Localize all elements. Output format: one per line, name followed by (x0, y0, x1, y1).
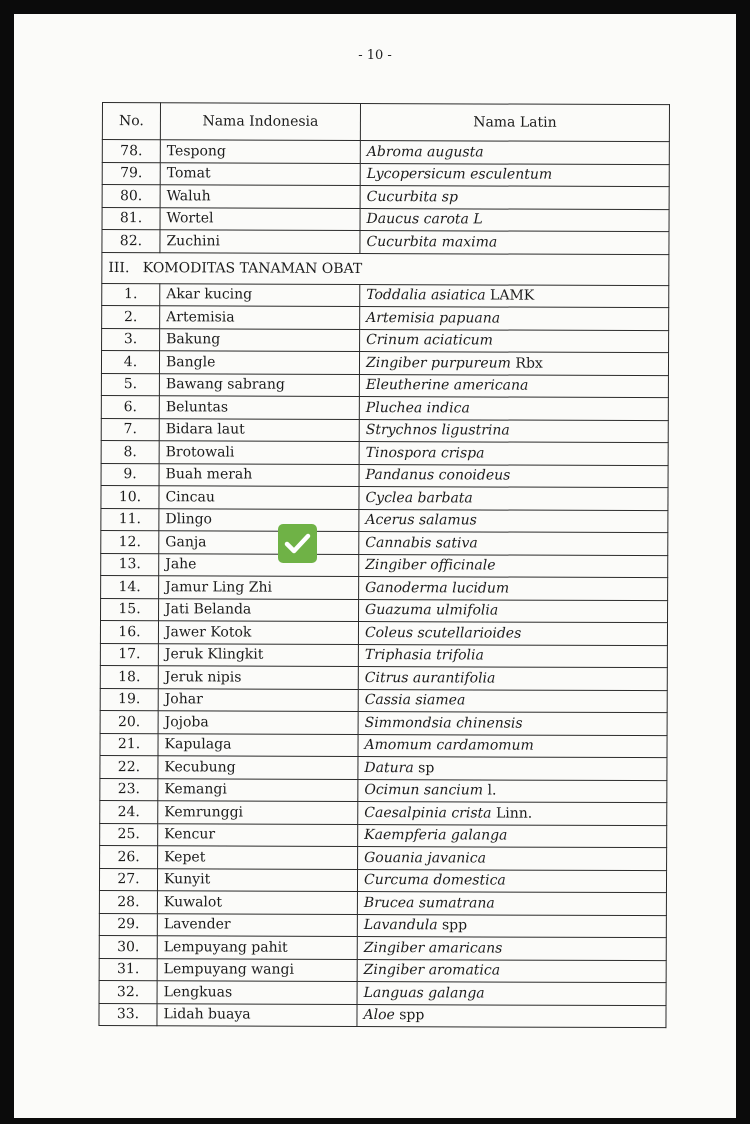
section-title: III. KOMODITAS TANAMAN OBAT (102, 252, 669, 285)
latin-name: Zingiber officinale (365, 557, 496, 574)
nama-indonesia-cell: Kecubung (158, 756, 358, 779)
row-number: 24. (100, 800, 158, 823)
latin-name: Eleutherine americana (365, 377, 529, 394)
row-number: 31. (99, 958, 157, 981)
nama-latin-cell (357, 869, 666, 893)
row-number: 19. (100, 688, 158, 711)
nama-indonesia-cell: Jahe (159, 553, 359, 576)
table-row (100, 665, 667, 690)
nama-latin-cell (359, 419, 668, 443)
row-number: 11. (101, 508, 159, 531)
header-nama-latin: Nama Latin (360, 103, 669, 141)
nama-latin-cell (359, 486, 668, 510)
latin-name: Ganoderma lucidum (365, 579, 510, 597)
row-number: 29. (99, 913, 157, 936)
table-row (102, 230, 669, 255)
table-row (101, 530, 668, 555)
nama-latin-cell (359, 509, 668, 533)
table-row (99, 1003, 666, 1028)
row-number: 82. (102, 230, 160, 253)
row-number: 30. (99, 935, 157, 958)
nama-indonesia-cell: Jojoba (158, 711, 358, 734)
table-row (101, 598, 668, 623)
table-row (100, 800, 667, 825)
table-row (100, 643, 667, 668)
latin-name: Languas galanga (363, 984, 485, 1002)
table-row (101, 485, 668, 510)
nama-latin-cell (358, 734, 667, 758)
nama-indonesia-cell: Buah merah (159, 463, 359, 486)
nama-latin-cell (360, 306, 669, 330)
nama-latin-cell (358, 801, 667, 825)
nama-indonesia-cell: Kepet (158, 846, 358, 869)
table-row (100, 688, 667, 713)
nama-latin-cell (360, 284, 669, 308)
nama-latin-cell (359, 396, 668, 420)
nama-latin-cell (359, 351, 668, 375)
latin-name: Amomum cardamomum (364, 737, 534, 754)
latin-name: Kaempferia galanga (364, 827, 508, 844)
table-row (101, 463, 668, 488)
row-number: 2. (102, 306, 160, 329)
row-number: 21. (100, 733, 158, 756)
latin-name: Cannabis sativa (365, 534, 478, 552)
nama-latin-cell (359, 531, 668, 555)
row-number: 8. (101, 440, 159, 463)
table-row (101, 373, 668, 398)
latin-name: Strychnos ligustrina (365, 422, 510, 439)
table-row (99, 868, 666, 893)
nama-latin-cell (358, 689, 667, 713)
nama-indonesia-cell: Kunyit (157, 868, 357, 891)
nama-indonesia-cell: Lengkuas (157, 981, 357, 1004)
latin-name: Ocimun sancium (364, 782, 484, 799)
row-number: 33. (99, 1003, 157, 1026)
latin-author: Linn. (491, 805, 533, 822)
nama-latin-cell (357, 891, 666, 915)
row-number: 26. (100, 845, 158, 868)
nama-indonesia-cell: Kencur (158, 823, 358, 846)
row-number: 16. (100, 620, 158, 643)
table-row (101, 508, 668, 533)
latin-name: Simmondsia chinensis (364, 714, 523, 732)
row-number: 7. (101, 418, 159, 441)
latin-author: sp (413, 759, 435, 777)
nama-indonesia-cell: Akar kucing (160, 283, 360, 306)
nama-indonesia-cell: Kemrunggi (158, 801, 358, 824)
latin-author: Rbx (510, 355, 543, 372)
nama-indonesia-cell: Artemisia (160, 306, 360, 329)
latin-name: Tinospora crispa (365, 444, 485, 462)
nama-indonesia-cell: Lempuyang wangi (157, 958, 357, 981)
latin-name: Gouania javanica (364, 849, 487, 867)
nama-latin-cell (358, 644, 667, 668)
commodity-table (98, 102, 669, 1028)
nama-latin-cell (358, 779, 667, 803)
latin-name: Lavandula (363, 917, 438, 934)
table-row (99, 935, 666, 960)
row-number: 23. (100, 778, 158, 801)
row-number: 9. (101, 463, 159, 486)
nama-indonesia-cell: Ganja (159, 531, 359, 554)
row-number: 17. (100, 643, 158, 666)
latin-author: LAMK (485, 287, 535, 304)
row-number: 5. (101, 373, 159, 396)
nama-indonesia-cell: Jawer Kotok (158, 621, 358, 644)
row-number: 32. (99, 980, 157, 1003)
row-number: 4. (101, 351, 159, 374)
nama-latin-cell (359, 441, 668, 465)
row-number: 78. (102, 140, 160, 163)
table-row (102, 185, 669, 210)
document-page (14, 14, 736, 1118)
nama-indonesia-cell: Dlingo (159, 508, 359, 531)
nama-latin-cell (360, 163, 669, 187)
nama-latin-cell (359, 554, 668, 578)
latin-name: Triphasia trifolia (364, 647, 484, 664)
table-row (102, 162, 669, 187)
nama-indonesia-cell: Lempuyang pahit (157, 936, 357, 959)
table-header-row (102, 103, 669, 142)
nama-indonesia-cell: Wortel (160, 207, 360, 230)
table-row (99, 980, 666, 1005)
nama-latin-cell (357, 1004, 666, 1028)
nama-indonesia-cell: Bakung (160, 328, 360, 351)
nama-latin-cell (358, 666, 667, 690)
latin-name: Pluchea indica (365, 399, 470, 417)
latin-name: Acerus salamus (365, 512, 477, 529)
table-row (102, 306, 669, 331)
nama-latin-cell (358, 711, 667, 735)
latin-name: Cyclea barbata (365, 489, 473, 507)
latin-author: l. (483, 782, 497, 799)
table-row (99, 913, 666, 938)
latin-name: Cassia siamea (364, 692, 466, 709)
table-row (101, 395, 668, 420)
row-number: 28. (99, 890, 157, 913)
nama-latin-cell (359, 576, 668, 600)
row-number: 79. (102, 162, 160, 185)
latin-name: Guazuma ulmifolia (365, 602, 499, 619)
row-number: 6. (101, 395, 159, 418)
nama-indonesia-cell: Jeruk Klingkit (158, 643, 358, 666)
latin-name: Cucurbita sp (366, 188, 458, 206)
nama-latin-cell (358, 846, 667, 870)
table-row (102, 207, 669, 232)
table-row (102, 283, 669, 308)
table-row (100, 755, 667, 780)
table-row (100, 620, 667, 645)
row-number: 13. (101, 553, 159, 576)
section-row (102, 252, 669, 285)
table-row (101, 553, 668, 578)
nama-indonesia-cell: Kuwalot (157, 891, 357, 914)
table-row (101, 418, 668, 443)
row-number: 18. (100, 665, 158, 688)
table-row (101, 351, 668, 376)
nama-latin-cell (358, 621, 667, 645)
checkmark-icon (278, 524, 317, 563)
latin-author: spp (437, 917, 468, 934)
nama-latin-cell (357, 959, 666, 983)
latin-name: Coleus scutellarioides (364, 624, 522, 642)
nama-latin-cell (357, 914, 666, 938)
nama-latin-cell (359, 374, 668, 398)
latin-name: Citrus aurantifolia (364, 669, 496, 687)
latin-name: Artemisia papuana (366, 309, 501, 327)
latin-name: Zingiber purpureum (365, 354, 512, 372)
latin-name: Cucurbita maxima (366, 233, 498, 251)
nama-latin-cell (360, 230, 669, 254)
latin-name: Toddalia asiatica (366, 287, 486, 304)
nama-latin-cell (359, 464, 668, 488)
row-number: 1. (102, 283, 160, 306)
row-number: 80. (102, 185, 160, 208)
table-row (99, 890, 666, 915)
nama-indonesia-cell: Jati Belanda (159, 598, 359, 621)
latin-name: Lycopersicum esculentum (366, 166, 553, 183)
nama-latin-cell (359, 599, 668, 623)
nama-latin-cell (360, 140, 669, 164)
nama-indonesia-cell: Johar (158, 688, 358, 711)
row-number: 27. (99, 868, 157, 891)
nama-latin-cell (357, 936, 666, 960)
nama-indonesia-cell: Jamur Ling Zhi (159, 576, 359, 599)
latin-name: Caesalpinia crista (364, 804, 492, 822)
nama-indonesia-cell: Tespong (160, 140, 360, 163)
row-number: 20. (100, 710, 158, 733)
latin-author: spp (394, 1007, 425, 1024)
row-number: 3. (102, 328, 160, 351)
header-nama-indonesia: Nama Indonesia (160, 103, 360, 141)
latin-name: Crinum aciaticum (366, 332, 494, 349)
row-number: 10. (101, 485, 159, 508)
nama-indonesia-cell: Kapulaga (158, 733, 358, 756)
latin-name: Zingiber amaricans (363, 939, 503, 957)
row-number: 14. (101, 575, 159, 598)
latin-name: Brucea sumatrana (363, 894, 495, 912)
nama-latin-cell (357, 981, 666, 1005)
nama-latin-cell (358, 756, 667, 780)
nama-indonesia-cell: Tomat (160, 162, 360, 185)
table-row (101, 440, 668, 465)
nama-indonesia-cell: Brotowali (159, 441, 359, 464)
nama-indonesia-cell: Bangle (159, 351, 359, 374)
row-number: 15. (101, 598, 159, 621)
nama-indonesia-cell: Lidah buaya (157, 1003, 357, 1026)
table-row (102, 328, 669, 353)
latin-name: Zingiber aromatica (363, 962, 501, 979)
table-row (100, 778, 667, 803)
latin-name: Abroma augusta (366, 143, 484, 161)
latin-name: Curcuma domestica (363, 872, 506, 889)
nama-indonesia-cell: Kemangi (158, 778, 358, 801)
page-number: - 10 - (358, 48, 392, 63)
latin-name: Datura (364, 759, 414, 776)
table-row (100, 733, 667, 758)
latin-name: Aloe (363, 1007, 395, 1024)
table-row (100, 823, 667, 848)
nama-indonesia-cell: Zuchini (160, 230, 360, 253)
latin-name: Daucus carota L (366, 211, 483, 228)
nama-latin-cell (360, 329, 669, 353)
table-row (100, 845, 667, 870)
latin-name: Pandanus conoideus (365, 467, 511, 484)
nama-indonesia-cell: Beluntas (159, 396, 359, 419)
table-row (100, 710, 667, 735)
nama-indonesia-cell: Waluh (160, 185, 360, 208)
table-row (102, 140, 669, 165)
header-no: No. (102, 103, 160, 140)
row-number: 22. (100, 755, 158, 778)
nama-latin-cell (360, 185, 669, 209)
nama-latin-cell (358, 824, 667, 848)
nama-indonesia-cell: Bidara laut (159, 418, 359, 441)
row-number: 25. (100, 823, 158, 846)
row-number: 81. (102, 207, 160, 230)
nama-indonesia-cell: Jeruk nipis (158, 666, 358, 689)
nama-indonesia-cell: Cincau (159, 486, 359, 509)
nama-indonesia-cell: Bawang sabrang (159, 373, 359, 396)
nama-latin-cell (360, 208, 669, 232)
row-number: 12. (101, 530, 159, 553)
table-row (99, 958, 666, 983)
nama-indonesia-cell: Lavender (157, 913, 357, 936)
table-row (101, 575, 668, 600)
